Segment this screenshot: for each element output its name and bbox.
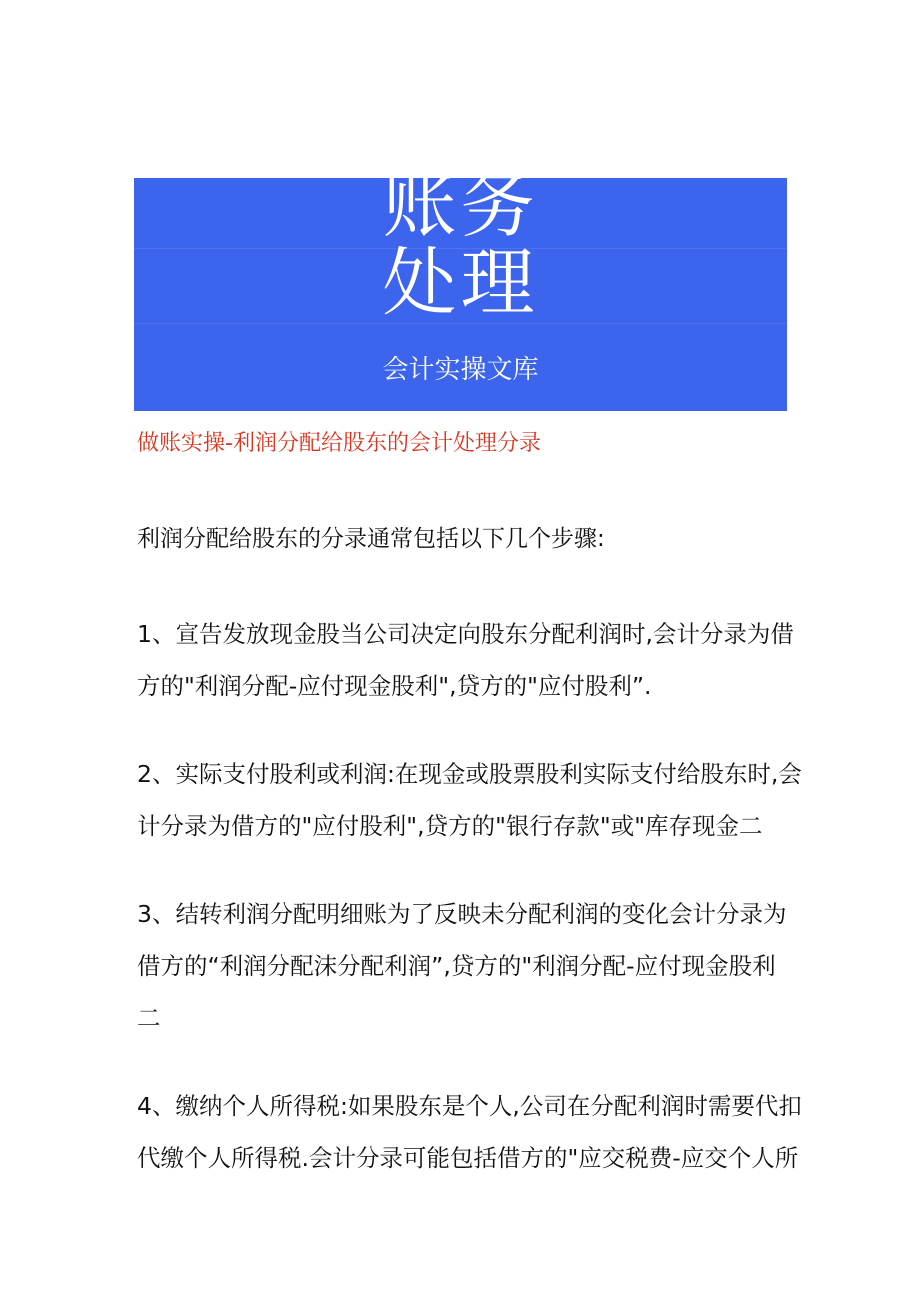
article-headline: 做账实操-利润分配给股东的会计处理分录: [137, 431, 541, 456]
banner-title-line2: 处理: [382, 240, 539, 326]
banner-title-line1: 账务: [382, 162, 539, 248]
step-paragraph: [137, 748, 802, 852]
step-line: 2、实际支付股利或利润:在现金或股票股利实际支付给股东时,会: [137, 760, 802, 788]
step-line: 借方的“利润分配沫分配利润”,贷方的"利润分配-应付现金股利: [137, 952, 776, 980]
step-paragraph: [137, 1080, 802, 1184]
step-line: 代缴个人所得税.会计分录可能包括借方的"应交税费-应交个人所: [137, 1144, 799, 1172]
step-line: 4、缴纳个人所得税:如果股东是个人,公司在分配利润时需要代扣: [137, 1092, 802, 1120]
article-intro: 利润分配给股东的分录通常包括以下几个步骤:: [137, 526, 605, 552]
step-line: 1、宣告发放现金股当公司决定向股东分配利润时,会计分录为借: [137, 620, 794, 648]
step-paragraph: [137, 888, 797, 1044]
step-paragraph: [137, 608, 797, 712]
banner-subtitle: 会计实操文库: [382, 355, 539, 385]
step-line: 二: [137, 1004, 161, 1032]
step-line: 3、结转利润分配明细账为了反映未分配利润的变化会计分录为: [137, 900, 787, 928]
step-line: 方的"利润分配-应付现金股利",贷方的"应付股利”.: [137, 672, 652, 700]
step-line: 计分录为借方的"应付股利",贷方的"银行存款"或"库存现金二: [137, 812, 763, 840]
